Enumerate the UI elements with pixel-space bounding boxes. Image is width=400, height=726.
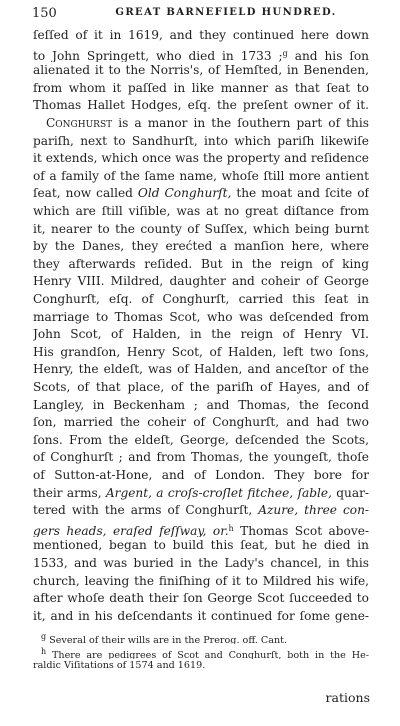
text-line: John Scot, of Halden, in the reign of Henry VI.	[33, 327, 369, 342]
text-line: Conghurſt, eſq. of Conghurſt, carried this ſeat in	[33, 292, 369, 306]
running-head	[32, 6, 368, 24]
text-line: ſeat, now called Old Conghurſt, the moat and ſcite of	[33, 186, 369, 201]
text-line: Thomas Hallet Hodges, eſq. the preſent owner of it.	[33, 98, 369, 113]
text-line: ſon, married the coheir of Conghurſt, and had two	[33, 415, 369, 430]
text-line: alienated it to the Norris's, of Hemſted, in Benenden,	[33, 63, 369, 78]
footnote-ref-h: h	[228, 523, 234, 533]
text-line: they afterwards reſided. But in the reign of king	[33, 256, 369, 271]
text-line: mentioned, began to build this ſeat, but he died in	[33, 538, 369, 553]
footnote-ref-g: g	[282, 48, 288, 58]
text-line: Henry VIII. Mildred, daughter and coheir of George	[33, 274, 369, 289]
text-line: His grandſon, Henry Scot, of Halden, left two ſons,	[33, 344, 369, 359]
text-line: ſeſſed of it in 1619, and they continued here down	[33, 28, 369, 42]
footnote-g: $^g$ Several of their wills are in the Prerog. off. Cant.	[41, 632, 288, 644]
page-number: 150	[32, 6, 57, 21]
text-line: of Conghurſt ; and from Thomas, the youngeſt, thoſe	[33, 450, 369, 465]
text-line: it extends, which once was the property and reſidence	[33, 151, 369, 166]
footnote-h: $^h$ There are pedigrees of Scot and Conghurſt, both in the He-	[41, 647, 369, 659]
running-title: GREAT BARNEFIELD HUNDRED.	[115, 7, 337, 18]
text-line: by the Danes, they erećted a manſion here, where	[33, 239, 369, 254]
text-line: which are ſtill viſible, was at no great diſtance from	[33, 204, 369, 218]
text-line: gers heads, eraſed feſſway, or.$^h$ Thomas Scot above-	[33, 523, 369, 538]
catchword: rations	[325, 690, 370, 705]
text-line: it, nearer to the county of Suſſex, which being burnt	[33, 221, 369, 236]
text-line: Scots, of that place, of the pariſh of Hayes, and of	[33, 380, 369, 394]
text-line: marriage to Thomas Scot, who was deſcended from	[33, 309, 369, 324]
text-line: to John Springett, who died in 1733 ;$^g$ and his ſon	[33, 48, 369, 63]
text-line: their arms, Argent, a croſs-croſlet fitchee, ſable, quar-	[33, 485, 369, 500]
text-line: of Sutton-at-Hone, and of London. They bore for	[33, 468, 369, 482]
text-line: ſons. From the eldeſt, George, deſcended the Scots,	[33, 432, 369, 447]
text-line: after whoſe death their ſon George Scot ſucceeded to	[33, 591, 369, 606]
manor-name: Conghurst	[46, 116, 113, 130]
text-line: Henry, the eldeſt, was of Halden, and anceſtor of the	[33, 362, 369, 377]
footnote-h-continued: raldic Viſitations of 1574 and 1619.	[33, 660, 206, 671]
text-line: of a family of the ſame name, whoſe ſtill more antient	[33, 168, 369, 183]
text-line: 1533, and was buried in the Lady's chancel, in this	[33, 556, 369, 570]
text-line: tered with the arms of Conghurſt, Azure, three con-	[33, 503, 369, 518]
text-line: Langley, in Beckenham ; and Thomas, the ſecond	[33, 397, 369, 412]
text-line: it, and in his deſcendants it continued for ſome gene-	[33, 608, 369, 623]
paragraph-start-line: Conghurst is a manor in the ſouthern part of this	[46, 116, 369, 130]
text-line: from whom it paſſed in like manner as that ſeat to	[33, 80, 369, 95]
text-line: church, leaving the finiſhing of it to Mildred his wife,	[33, 573, 369, 588]
text-line: pariſh, next to Sandhurſt, into which pariſh likewiſe	[33, 133, 369, 148]
